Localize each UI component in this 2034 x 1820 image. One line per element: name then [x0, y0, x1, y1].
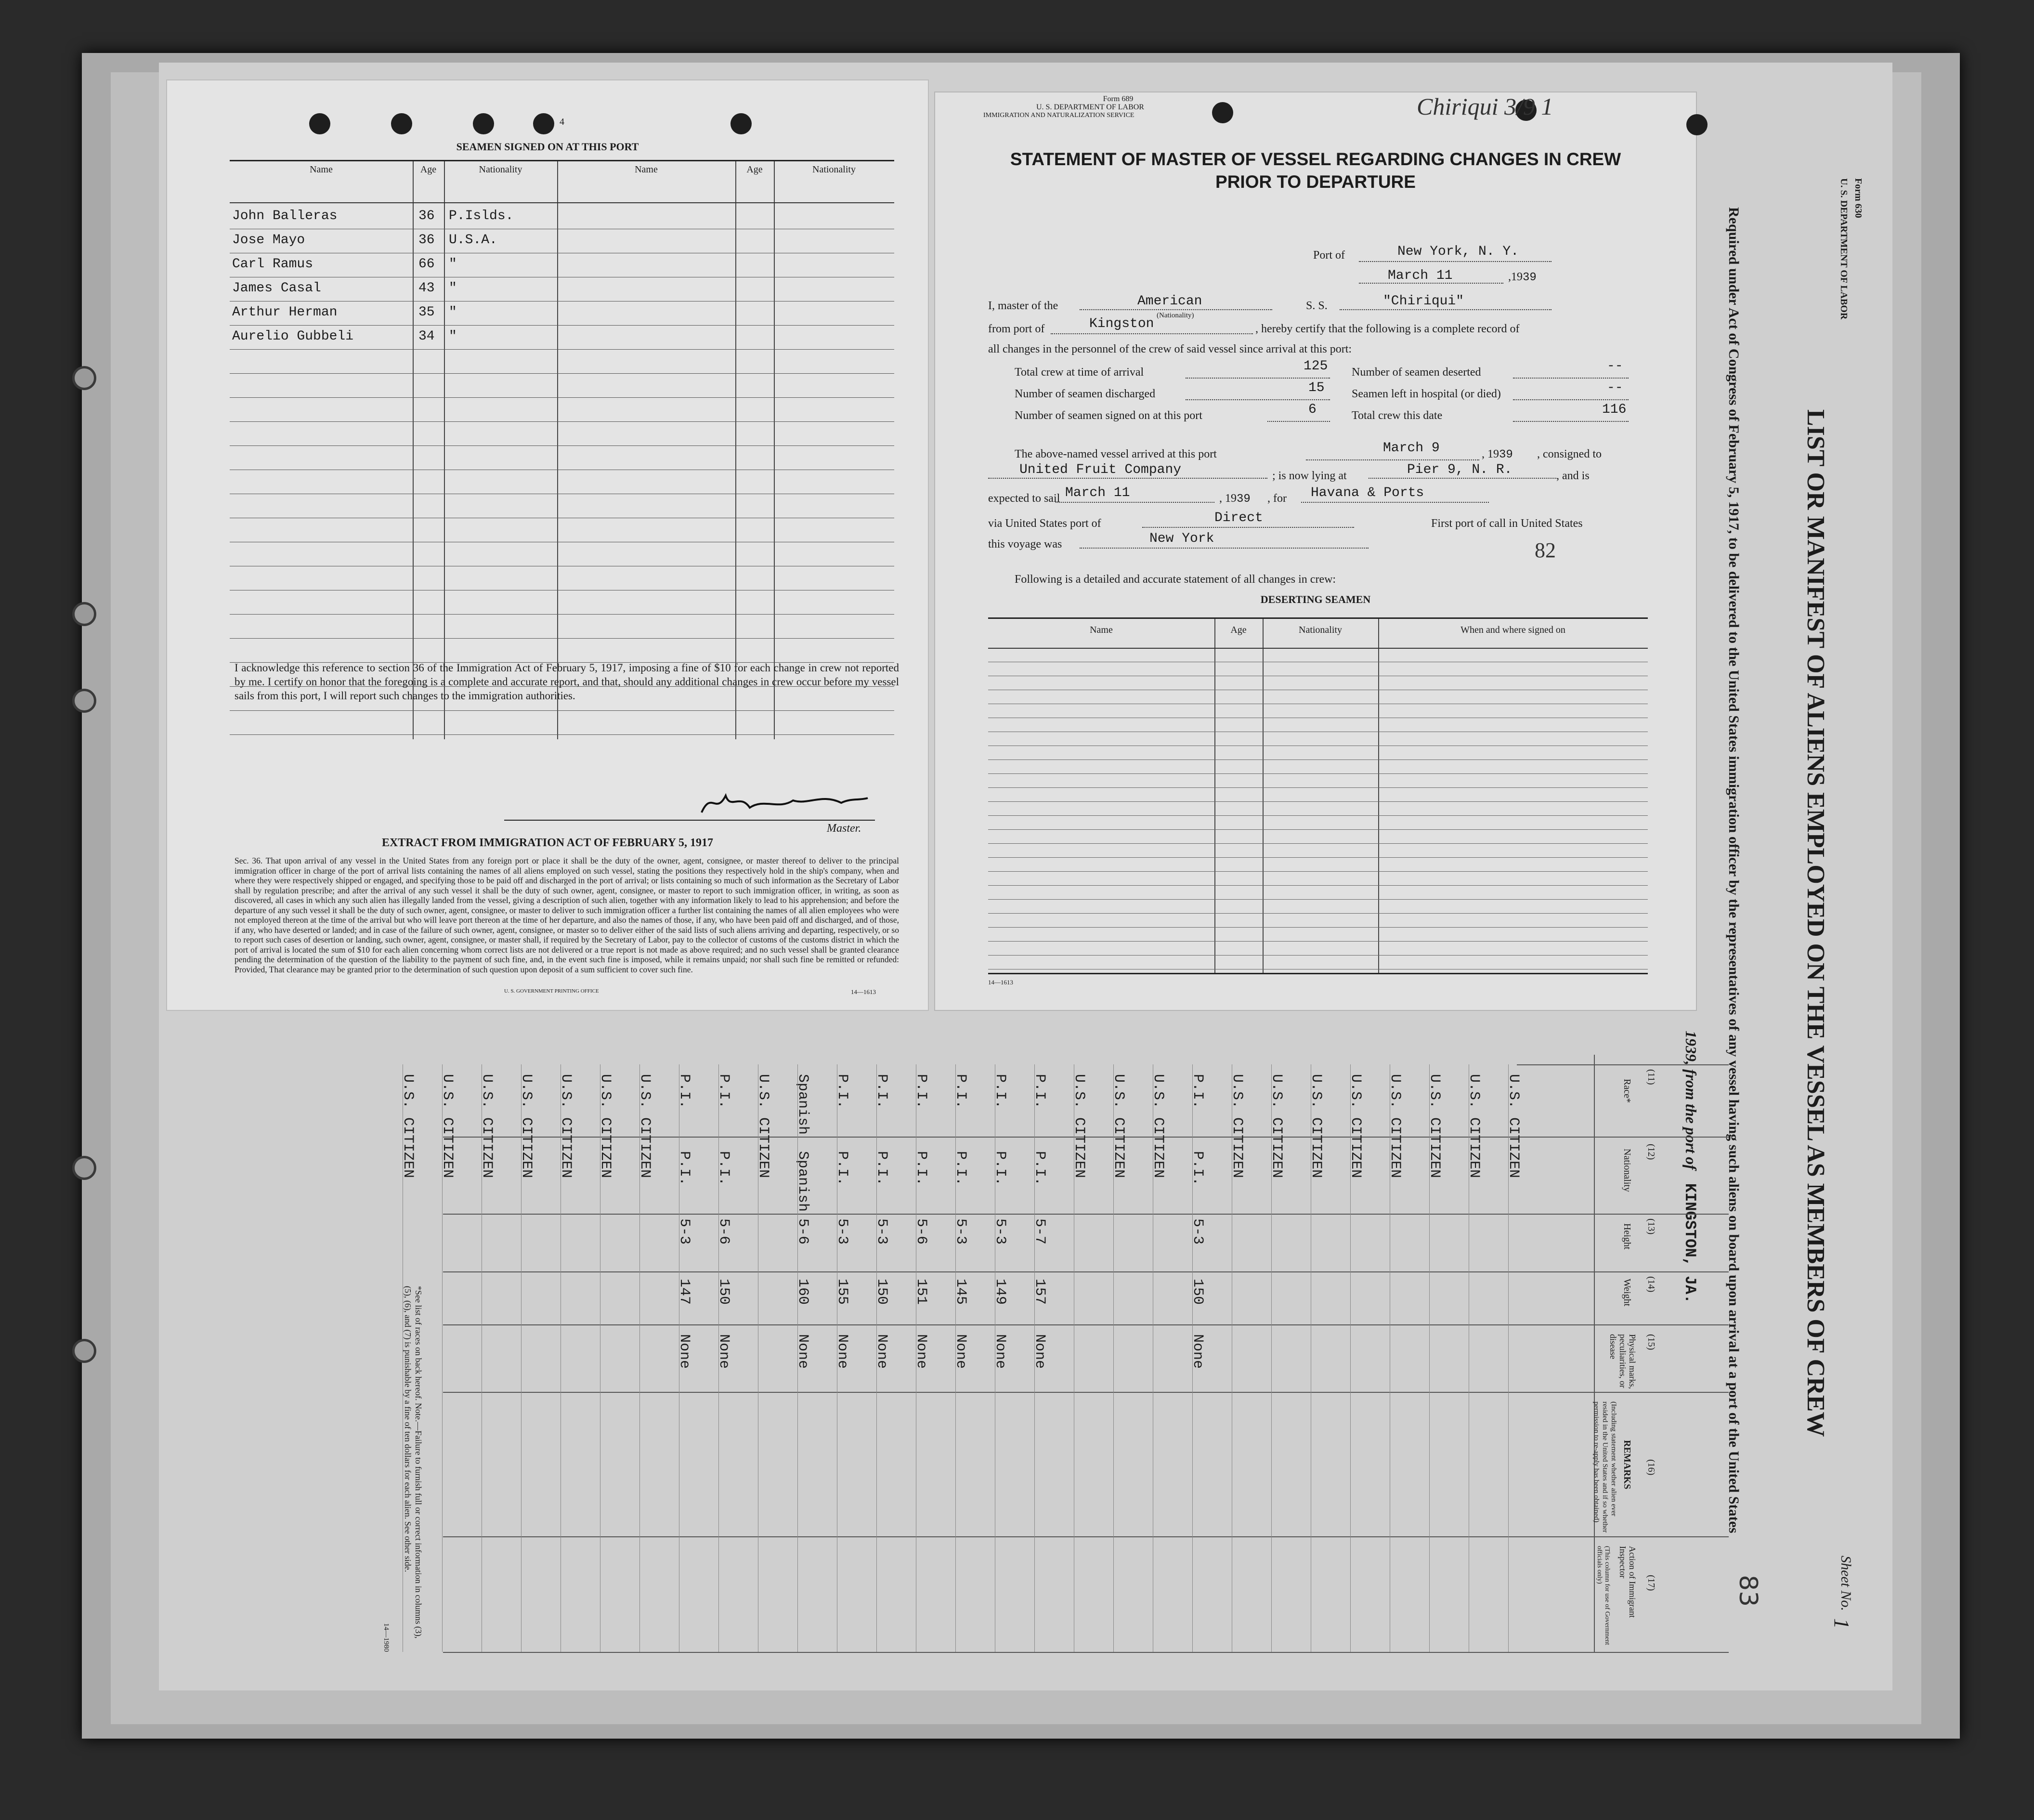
seaman-age: 34 [418, 329, 435, 344]
deserting-title: DESERTING SEAMEN [1260, 593, 1371, 605]
from-port-value: Kingston [1089, 316, 1154, 331]
action-subtext: (This column for use of Government officials only) [1596, 1546, 1611, 1645]
nationality-cell: P.I. [913, 1151, 929, 1186]
col-divider [443, 1214, 1729, 1215]
form-code: 14—1613 [851, 988, 876, 995]
handwritten-note: Chiriqui 3/9 1 [1417, 93, 1553, 120]
nationality-cell: P.I. [716, 1151, 732, 1186]
acknowledgement-text: I acknowledge this reference to section 36 of the Immigration Act of February 5, 1917, imposing a fine of $10 for each change in crew not reported by me. I certify on honor that the foregoing is a complete and accurate report, and that, should any additional changes in crew occur before my vessel sails from this port, I will report such changes to the immigration authorities. [235, 662, 899, 702]
race-cell: P.I. [676, 1074, 692, 1109]
total-now-label: Total crew this date [1352, 409, 1443, 422]
seamen-table [230, 160, 894, 739]
marks-cell: None [874, 1334, 890, 1369]
punch-hole [309, 113, 330, 134]
race-cell: U.S. CITIZEN [1387, 1074, 1403, 1178]
via-label: via United States port of [988, 517, 1101, 530]
deserted-label: Number of seamen deserted [1352, 366, 1481, 379]
consignee-value: United Fruit Company [1019, 462, 1182, 477]
nationality-cell: P.I. [992, 1151, 1008, 1186]
header-rule [1594, 1055, 1595, 1652]
col-header-nationality: Nationality [479, 164, 522, 175]
binder-ring [72, 1156, 96, 1180]
signed-label: Number of seamen signed on at this port [1015, 409, 1202, 422]
height-cell: 5-3 [874, 1218, 890, 1245]
seaman-nationality: " [449, 257, 457, 272]
from-port-line: 1939, from the port of KINGSTON, JA. [1681, 1031, 1700, 1304]
height-cell: 5-3 [676, 1218, 692, 1245]
race-cell: U.S. CITIZEN [755, 1074, 771, 1178]
page-title: SEAMEN SIGNED ON AT THIS PORT [456, 141, 639, 153]
total-now-value: 116 [1602, 402, 1627, 417]
sheet-number-handwritten: 83 [1734, 1575, 1762, 1607]
col-divider [443, 1271, 1729, 1272]
nationality-cell: P.I. [834, 1151, 850, 1186]
race-cell: U.S. CITIZEN [479, 1074, 495, 1178]
col-divider [443, 1652, 1729, 1653]
height-cell: 5-6 [716, 1218, 732, 1245]
binder-ring [72, 366, 96, 390]
nationality-value: American [1137, 294, 1202, 309]
extract-text: Sec. 36. That upon arrival of any vessel in the United States from any foreign port or place it shall be the duty of the owner, agent, consignee, or master thereof to deliver to the principal immigration officer in charge of the port of arrival lists containing the names of all aliens employed on such vessel, stating the positions they respectively hold in the ship's company, when and where they were respectively shipped or engaged, and specifying those to be paid off and discharged in the port of arrival; or lists containing so much of such information as the Secretary of Labor shall by regulation prescribe; and after the arrival of any such vessel it shall be the duty of such owner, agent, consignee, or master to report to such immigration officer, in writing, as soon as discovered, all cases in which any such alien has illegally landed from the vessel, giving a description of such alien, together with any information likely to lead to his apprehension; and before the departure of any such vessel it shall be the duty of such owner, agent, consignee, or master to deliver to such immigration officer a further list containing the names of all alien employees who were not employed thereon at the time of the arrival but who will leave port thereon at the time of her departure, and also the names of those, if any, who have been paid off and discharged, and of those, if any, who have deserted or landed; and in case of the failure of such owner, agent, consignee, or master so to deliver either of the said lists of such aliens arriving and departing, respectively, or so to report such cases of desertion or landing, such owner, agent, consignee, or master shall, if required by the Secretary of Labor, pay to the collector of customs of the customs district in which the port of arrival is located the sum of $10 for each alien concerning whom correct lists are not delivered or a true report is not made as above required; and no such vessel shall be granted clearance pending the determination of the question of the liability to the payment of such fine, and, in the event such fine is imposed, while it remains unpaid; nor shall such fine be remitted or refunded: Provided, That clearance may be granted prior to the determination of such question upon deposit of a sum sufficient to cover such fine. [235, 856, 899, 974]
race-cell: U.S. CITIZEN [1466, 1074, 1482, 1178]
nationality-label: (Nationality) [1157, 312, 1194, 319]
race-cell: U.S. CITIZEN [439, 1074, 456, 1178]
table-row [230, 253, 894, 277]
remarks-subtext: (Including statement whether alien ever resided in the United States and if so whether permission to re-apply has been obtained) [1592, 1401, 1617, 1533]
nationality-cell: P.I. [1189, 1151, 1206, 1186]
col-header-age: Age [746, 164, 763, 175]
col-label-marks: Physical marks, peculiarities, or disease [1608, 1334, 1637, 1389]
race-cell: U.S. CITIZEN [637, 1074, 653, 1178]
lying-value: Pier 9, N. R. [1407, 462, 1512, 477]
manifest-subtitle: Required under Act of Congress of February 5, 1917, to be delivered to the United States immigration officer by the representatives of any vessel having such aliens on board upon arrival at a port of the United States [1726, 207, 1742, 1533]
weight-cell: 150 [716, 1279, 732, 1305]
col-label-weight: Weight [1622, 1279, 1632, 1307]
col-divider [443, 1392, 1729, 1393]
table-row [230, 277, 894, 301]
punch-hole [1686, 114, 1708, 135]
printer-line: U. S. GOVERNMENT PRINTING OFFICE [504, 988, 599, 994]
col-header-name: Name [1090, 625, 1113, 635]
master-statement-page [934, 92, 1697, 1011]
col-header-age: Age [1230, 625, 1247, 635]
race-cell: P.I. [874, 1074, 890, 1109]
race-cell: U.S. CITIZEN [597, 1074, 613, 1178]
statement-subtitle: PRIOR TO DEPARTURE [1215, 172, 1416, 192]
race-cell: U.S. CITIZEN [1110, 1074, 1127, 1178]
col-divider [443, 1324, 1729, 1325]
col-label-action: Action of Immigrant Inspector [1618, 1546, 1637, 1618]
weight-cell: 150 [1189, 1279, 1206, 1305]
sail-value: March 11 [1065, 485, 1130, 500]
race-cell: Spanish [795, 1074, 811, 1135]
col-label-race: Race* [1622, 1079, 1632, 1103]
weight-cell: 150 [874, 1279, 890, 1305]
race-cell: U.S. CITIZEN [558, 1074, 574, 1178]
height-cell: 5-3 [952, 1218, 969, 1245]
form-dept: U. S. DEPARTMENT OF LABOR [1036, 103, 1144, 111]
col-header-age: Age [420, 164, 437, 175]
race-cell: U.S. CITIZEN [1268, 1074, 1285, 1178]
col-head-17: (17) [1646, 1575, 1656, 1591]
destination-value: Havana & Ports [1311, 485, 1424, 500]
weight-cell: 149 [992, 1279, 1008, 1305]
weight-cell: 151 [913, 1279, 929, 1305]
height-cell: 5-3 [1189, 1218, 1206, 1245]
discharged-label: Number of seamen discharged [1015, 388, 1156, 400]
form-number: Form 689 [1103, 95, 1134, 103]
col-divider [443, 1536, 1729, 1537]
discharged-value: 15 [1308, 380, 1325, 395]
col-label-height: Height [1622, 1223, 1632, 1250]
master-of-label: I, master of the [988, 300, 1058, 312]
table-row [230, 205, 894, 229]
seaman-age: 66 [418, 257, 435, 272]
col-header-nationality: Nationality [812, 164, 856, 175]
race-cell: P.I. [1031, 1074, 1048, 1109]
table-row [230, 325, 894, 349]
voyage-label: this voyage was [988, 538, 1062, 550]
weight-cell: 157 [1031, 1279, 1048, 1305]
arrived-label: The above-named vessel arrived at this port [1015, 448, 1217, 460]
race-cell: P.I. [992, 1074, 1008, 1109]
ss-label: S. S. [1306, 300, 1328, 312]
col-label-nationality: Nationality [1622, 1149, 1632, 1192]
height-cell: 5-3 [992, 1218, 1008, 1245]
seaman-age: 43 [418, 281, 435, 296]
seaman-nationality: " [449, 305, 457, 320]
race-cell: U.S. CITIZEN [1071, 1074, 1087, 1178]
seaman-nationality: U.S.A. [449, 233, 497, 248]
height-cell: 5-3 [834, 1218, 850, 1245]
and-is-label: , and is [1556, 470, 1590, 482]
nationality-cell: P.I. [874, 1151, 890, 1186]
marks-cell: None [834, 1334, 850, 1369]
marks-cell: None [1189, 1334, 1206, 1369]
hospital-label: Seamen left in hospital (or died) [1352, 388, 1501, 400]
following-text: Following is a detailed and accurate statement of all changes in crew: [1015, 573, 1336, 586]
race-cell: U.S. CITIZEN [518, 1074, 535, 1178]
signed-value: 6 [1308, 402, 1317, 417]
table-row [230, 301, 894, 325]
race-cell: U.S. CITIZEN [1150, 1074, 1166, 1178]
col-header-nationality: Nationality [1299, 625, 1342, 635]
nationality-cell: Spanish [795, 1151, 811, 1212]
binder-ring [72, 689, 96, 713]
manifest-dept: U. S. DEPARTMENT OF LABOR [1838, 178, 1849, 320]
total-crew-value: 125 [1304, 359, 1328, 374]
consigned-label: , consigned to [1537, 448, 1602, 460]
binder-ring [72, 602, 96, 626]
col-label-remarks: REMARKS [1622, 1440, 1632, 1490]
nationality-cell: P.I. [676, 1151, 692, 1186]
race-cell: U.S. CITIZEN [1426, 1074, 1443, 1178]
punch-hole [533, 113, 554, 134]
manifest-title: LIST OR MANIFEST OF ALIENS EMPLOYED ON THE VESSEL AS MEMBERS OF CREW [1802, 409, 1829, 1437]
weight-cell: 155 [834, 1279, 850, 1305]
binder-ring [72, 1339, 96, 1363]
all-changes-text: all changes in the personnel of the crew of said vessel since arrival at this port: [988, 343, 1352, 355]
race-cell: P.I. [913, 1074, 929, 1109]
handwritten-82: 82 [1535, 538, 1556, 562]
master-label: Master. [827, 822, 861, 835]
col-head-11: (11) [1646, 1069, 1656, 1085]
marks-cell: None [913, 1334, 929, 1369]
total-crew-label: Total crew at time of arrival [1015, 366, 1144, 379]
sheet-value: 1 [1830, 1618, 1853, 1629]
seaman-nationality: " [449, 329, 457, 344]
manifest-footnote: *See list of races on back hereof. Note.—Failure to furnish full or correct information in columns (3), (5), (6), and (7) is punishable by a fine of ten dollars for each alien. See other side. [403, 1286, 423, 1639]
punch-hole [473, 113, 494, 134]
form-code: 14—1613 [988, 979, 1013, 986]
seaman-age: 36 [418, 233, 435, 248]
date-value: March 11 [1388, 268, 1453, 283]
sail-label: expected to sail [988, 492, 1060, 505]
race-cell: U.S. CITIZEN [1308, 1074, 1324, 1178]
page-number: 4 [560, 117, 564, 127]
master-signature [697, 788, 870, 817]
marks-cell: None [795, 1334, 811, 1369]
voyage-value: New York [1149, 531, 1214, 546]
col-header-name: Name [635, 164, 658, 175]
form-service: IMMIGRATION AND NATURALIZATION SERVICE [983, 112, 1134, 119]
col-head-15: (15) [1646, 1334, 1656, 1350]
race-cell: P.I. [952, 1074, 969, 1109]
manifest-footnote-code: 14—1980 [382, 1623, 390, 1652]
race-cell: P.I. [1189, 1074, 1206, 1109]
race-cell: P.I. [834, 1074, 850, 1109]
lying-label: ; is now lying at [1272, 470, 1347, 482]
via-value: Direct [1214, 511, 1263, 525]
for-label: , for [1267, 492, 1287, 505]
punch-hole [730, 113, 752, 134]
height-cell: 5-6 [795, 1218, 811, 1245]
race-cell: U.S. CITIZEN [1347, 1074, 1364, 1178]
signature-line [504, 820, 875, 821]
col-head-12: (12) [1646, 1144, 1656, 1160]
port-label: Port of [1313, 249, 1345, 262]
nationality-cell: P.I. [1031, 1151, 1048, 1186]
extract-title: EXTRACT FROM IMMIGRATION ACT OF FEBRUARY 5, 1917 [381, 837, 714, 849]
port-value: New York, N. Y. [1397, 244, 1519, 259]
arrived-year: , 1939 [1482, 448, 1513, 461]
seaman-name: James Casal [232, 281, 321, 296]
nationality-cell: P.I. [952, 1151, 969, 1186]
table-row [230, 229, 894, 253]
col-head-13: (13) [1646, 1218, 1656, 1235]
race-cell: U.S. CITIZEN [400, 1074, 416, 1178]
race-cell: P.I. [716, 1074, 732, 1109]
manifest-form-no: Form 630 [1853, 178, 1864, 218]
year-label: ,1939 [1508, 271, 1537, 284]
statement-title: STATEMENT OF MASTER OF VESSEL REGARDING CHANGES IN CREW [1010, 149, 1621, 169]
marks-cell: None [716, 1334, 732, 1369]
seaman-name: Aurelio Gubbeli [232, 329, 354, 344]
height-cell: 5-7 [1031, 1218, 1048, 1245]
first-port-label: First port of call in United States [1431, 517, 1583, 530]
arrived-value: March 9 [1383, 441, 1440, 456]
marks-cell: None [676, 1334, 692, 1369]
marks-cell: None [952, 1334, 969, 1369]
col-head-14: (14) [1646, 1276, 1656, 1293]
hospital-value: -- [1607, 380, 1623, 395]
punch-hole [391, 113, 412, 134]
col-header-signed-on: When and where signed on [1460, 625, 1565, 635]
seaman-name: Arthur Herman [232, 305, 338, 320]
col-head-16: (16) [1646, 1459, 1656, 1476]
marks-cell: None [1031, 1334, 1048, 1369]
from-port-label: from port of [988, 323, 1045, 335]
seamen-signed-on-page [166, 79, 929, 1011]
certify-text: , hereby certify that the following is a complete record of [1255, 323, 1520, 335]
seaman-name: Jose Mayo [232, 233, 305, 248]
seaman-name: John Balleras [232, 209, 338, 223]
seaman-nationality: P.Islds. [449, 209, 514, 223]
weight-cell: 145 [952, 1279, 969, 1305]
col-divider [1517, 1064, 1729, 1065]
deserted-value: -- [1607, 359, 1623, 374]
height-cell: 5-6 [913, 1218, 929, 1245]
sheet-label: Sheet No. [1838, 1556, 1854, 1611]
race-cell: U.S. CITIZEN [1505, 1074, 1522, 1178]
marks-cell: None [992, 1334, 1008, 1369]
punch-hole [1212, 102, 1233, 123]
race-cell: U.S. CITIZEN [1229, 1074, 1245, 1178]
seaman-age: 35 [418, 305, 435, 320]
weight-cell: 160 [795, 1279, 811, 1305]
col-header-name: Name [310, 164, 333, 175]
ship-name: "Chiriqui" [1383, 294, 1464, 309]
seaman-age: 36 [418, 209, 435, 223]
sail-year: , 1939 [1219, 492, 1251, 506]
weight-cell: 147 [676, 1279, 692, 1305]
seaman-name: Carl Ramus [232, 257, 313, 272]
seaman-nationality: " [449, 281, 457, 296]
deserting-table [988, 617, 1648, 974]
